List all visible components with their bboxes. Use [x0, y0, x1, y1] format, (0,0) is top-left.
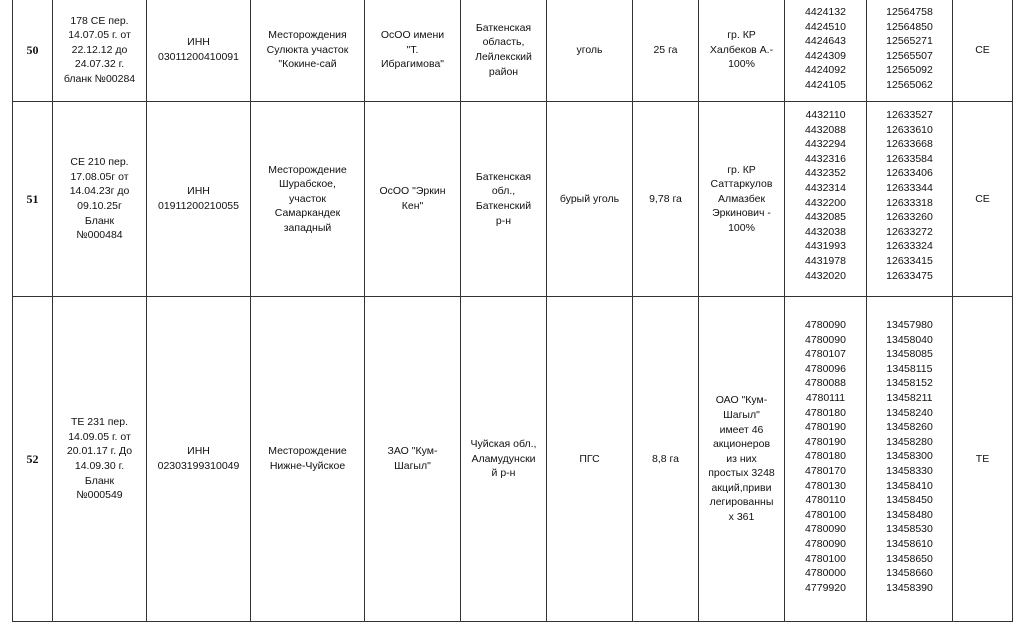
row-number: 51 [13, 102, 53, 297]
x-coordinates: 4424132 4424510 4424643 4424309 4424092 4424105 [785, 0, 867, 102]
area-cell: 8,8 га [633, 297, 699, 622]
region-cell: Чуйская обл., Аламудунски й р-н [461, 297, 547, 622]
owner-cell: гр. КР Саттаркулов Алмазбек Эркинович - 100% [699, 102, 785, 297]
region-cell: Баткенская область, Лейлекский район [461, 0, 547, 102]
y-coordinates: 12564758 12564850 12565271 12565507 12565092 12565062 [867, 0, 953, 102]
row-number: 50 [13, 0, 53, 102]
license-info: СЕ 210 пер. 17.08.05г от 14.04.23г до 09.10.25г Бланк №000484 [53, 102, 147, 297]
deposit-name: Месторождения Сулюкта участок "Кокине-сай [251, 0, 365, 102]
inn-cell: ИНН 02303199310049 [147, 297, 251, 622]
license-info: 178 СЕ пер. 14.07.05 г. от 22.12.12 до 24.07.32 г. бланк №00284 [53, 0, 147, 102]
region-cell: Баткенская обл., Баткенский р-н [461, 102, 547, 297]
inn-cell: ИНН 03011200410091 [147, 0, 251, 102]
company-name: ОсОО имени "Т. Ибрагимова" [365, 0, 461, 102]
row-number: 52 [13, 297, 53, 622]
table-row [13, 0, 1013, 102]
owner-cell: гр. КР Халбеков А.- 100% [699, 0, 785, 102]
deposit-name: Месторождение Нижне-Чуйское [251, 297, 365, 622]
mineral-cell: ПГС [547, 297, 633, 622]
y-coordinates: 13457980 13458040 13458085 13458115 13458152 13458211 13458240 13458260 13458280 13458300 13458330 13458410 13458450 13458480 13458530 13458610 13458650 13458660 13458390 [867, 297, 953, 622]
company-name: ЗАО "Кум- Шагыл" [365, 297, 461, 622]
license-type: СЕ [953, 0, 1013, 102]
license-type: ТЕ [953, 297, 1013, 622]
area-cell: 25 га [633, 0, 699, 102]
mineral-cell: бурый уголь [547, 102, 633, 297]
x-coordinates: 4432110 4432088 4432294 4432316 4432352 4432314 4432200 4432085 4432038 4431993 4431978 4432020 [785, 102, 867, 297]
deposit-name: Месторождение Шурабское, участок Самаркандек западный [251, 102, 365, 297]
mineral-cell: уголь [547, 0, 633, 102]
license-type: СЕ [953, 102, 1013, 297]
owner-cell: ОАО "Кум- Шагыл" имеет 46 акционеров из них простых 3248 акций,приви легированны х 361 [699, 297, 785, 622]
license-registry-table [12, 0, 1013, 622]
table-row [13, 102, 1013, 297]
inn-cell: ИНН 01911200210055 [147, 102, 251, 297]
x-coordinates: 4780090 4780090 4780107 4780096 4780088 4780111 4780180 4780190 4780190 4780180 4780170 4780130 4780110 4780100 4780090 4780090 4780100 4780000 4779920 [785, 297, 867, 622]
area-cell: 9,78 га [633, 102, 699, 297]
license-info: ТЕ 231 пер. 14.09.05 г. от 20.01.17 г. До 14.09.30 г. Бланк №000549 [53, 297, 147, 622]
table-row [13, 297, 1013, 622]
company-name: ОсОО "Эркин Кен" [365, 102, 461, 297]
y-coordinates: 12633527 12633610 12633668 12633584 12633406 12633344 12633318 12633260 12633272 12633324 12633415 12633475 [867, 102, 953, 297]
